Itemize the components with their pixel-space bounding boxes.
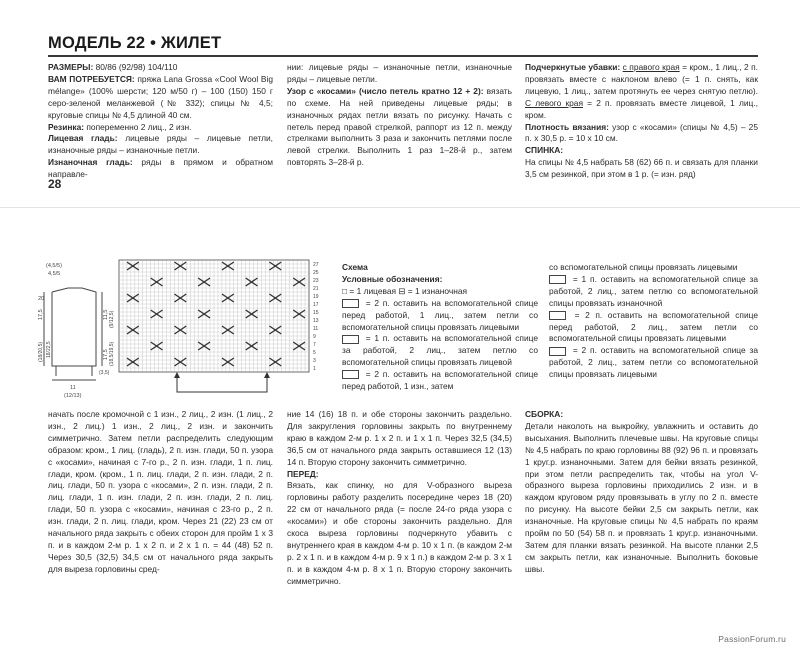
repeat-bracket: [177, 378, 267, 392]
repeat-arrow-right: [174, 372, 180, 378]
knit-symbol: □: [342, 285, 348, 296]
chart-row-number: 25: [313, 270, 319, 276]
schematic-left-b: 17,5: [38, 309, 44, 320]
bottom-column-1: [48, 409, 273, 576]
cable-pattern-label: Узор с «косами» (число петель кратно 12 + 2):: [287, 85, 484, 96]
cable-symbol-1-icon: [342, 299, 359, 308]
watermark: PassionForum.ru: [718, 634, 786, 644]
cable-3-text-continued: со вспомогательной спицы провязать лицевыми: [549, 262, 738, 272]
top-column-3: [525, 62, 758, 181]
chart-row-number: 17: [313, 302, 319, 308]
back-instructions: начать после кромочной с 1 изн., 2 лиц., 2 изн. (1 лиц., 2 изн., 2 лиц.) 1 изн., 2 лиц., 2 изн. и закончить симметрично. Затем петли распределить следующим образом: кром., 1 лиц. (гладь), 2 п. изн. глади, 50 п. узора с «косами», начиная с 7-го р., 2 п. изн. глади, 1 п. лиц. глади, кром. (кром., 1 п. лиц. глади, 2 п. изн. глади, 2 п. лиц. глади, 50 п. узора с «косами», 2 п. изн. глади, 2 п. лиц. глади, 1 п. изн. глади, 2 п. изн. глади, 2 п. лиц. глади, 50 п. узора с «косами», начиная с 23-го р., 2 п. изн. глади, 2 п. лиц. глади, кром. Через 21 (22) 23 см от начального ряда закрыть с обеих сторон для пройм 1 х 3 п. и в каждом 2-м р. 1 х 2 п. и 2 х 1 п. = 44 (48) 52 п. Через 30,5 (32,5) 34,5 см от начального ряда закрыть для выреза горловины сред-: [48, 409, 273, 574]
page-separator: [0, 207, 800, 208]
cable-pattern-value: вязать по схеме. На ней приведены лицевые ряды; в изнаночных рядах петли вязать по рисунку. Начать с петель перед правой стрелкой, раппорт из 12 п. между стрелками выполнить 3 раза и закончить петлями после левой стрелки. Выполнить 1 раз 1–28-й р., затем повторять 3–28-й р.: [287, 85, 513, 168]
reverse-stockinette-label: Изнаночная гладь:: [48, 157, 133, 168]
schematic-side: (3,5): [99, 370, 110, 376]
schematic-right-b: (9/12,5): [109, 310, 115, 328]
left-edge-label: С левого края: [525, 97, 583, 108]
back-text: На спицы № 4,5 набрать 58 (62) 66 п. и связать для планки 3,5 см резинкой, при этом в 1 р. (= изн. ряд): [525, 157, 758, 180]
garment-schematic: [30, 258, 115, 403]
chart-row-number: 9: [313, 334, 316, 340]
top-column-1: [48, 62, 273, 181]
knit-text: = 1 лицевая: [347, 285, 399, 296]
cable-symbol-2-icon: [342, 335, 359, 344]
schematic-top-a: (4,5/5): [46, 263, 62, 269]
cable-3-text: = 2 п. оставить на вспомогательной спице перед работой, 1 изн., затем: [342, 369, 538, 392]
chart-legend-continued: [549, 262, 758, 381]
chart-row-number: 19: [313, 294, 319, 300]
decreases-label: Подчеркнутые убавки:: [525, 62, 621, 72]
sizes-label: РАЗМЕРЫ:: [48, 62, 94, 72]
repeat-arrow-left: [264, 372, 270, 378]
schematic-bottom-b: (12/13): [64, 393, 82, 399]
cable-2-text: = 1 п. оставить на вспомогательной спице за работой, 2 лиц., затем петлю со вспомогательной спицы провязать лицевой: [342, 333, 538, 368]
cable-symbol-3-icon: [342, 370, 359, 379]
back-heading: СПИНКА:: [525, 145, 564, 156]
legend-subtitle: Условные обозначения:: [342, 273, 443, 284]
chart-row-number: 5: [313, 350, 316, 356]
cable-symbol-5-icon: [549, 311, 566, 320]
assembly-instructions: Детали наколоть на выкройку, увлажнить и оставить до высыхания. Выполнить плечевые швы. На круговые спицы № 4,5 набрать по краю горловины 88 (92) 96 п. и провязать 1 круг.р. изнаночными. Затем для бейки вязать резинкой, при этом петли распределить так, чтобы на угол V-образного выреза горловины приходились 2 изн. и в каждом круговом ряду провязывать в углу по 2 п. вместе по рисунку. На высоте бейки 2,5 см закрыть петли, как изнаночные. На круговые спицы № 4,5 набрать по краям пройм по 50 (54) 58 п. и провязать 1 круг.р. изнаночными. Затем для планки вязать резинкой. На высоте планки 2,5 см закрыть петли, как изнаночные. Выполнить боковые швы.: [525, 420, 758, 574]
bottom-column-2: [287, 409, 512, 588]
chart-row-number: 1: [313, 366, 316, 372]
chart-row-number: 15: [313, 310, 319, 316]
purl-text: = 1 изнаночная: [405, 285, 468, 296]
chart-row-number: 11: [313, 326, 319, 332]
schematic-left-c: (18/20,5): [38, 341, 44, 362]
sizes-value: 80/86 (92/98) 104/110: [93, 62, 178, 72]
cable-1-text: = 2 п. оставить на вспомогательной спице перед работой, 1 лиц., затем петли со вспомогательной спицы провязать лицевыми: [342, 297, 538, 332]
right-edge-label: с правого края: [622, 62, 680, 72]
cable-6-text: = 2 п. оставить на вспомогательной спице за работой, 2 лиц., затем петли со вспомогательной спицы провязать лицевыми: [549, 345, 758, 380]
left-edge-value: = 2 п. провязать вместе лицевой, 1 лиц., кром.: [525, 97, 758, 120]
page-number: 28: [48, 177, 62, 191]
schematic-outline: [52, 288, 96, 366]
reverse-stockinette-continued: нии: лицевые ряды – изнаночные петли, изнаночные ряды – лицевые петли.: [287, 62, 512, 84]
stockinette-label: Лицевая гладь:: [48, 133, 118, 144]
chart-row-number: 3: [313, 358, 316, 364]
chart-row-number: 13: [313, 318, 319, 324]
materials-label: ВАМ ПОТРЕБУЕТСЯ:: [48, 73, 135, 84]
schematic-top-b: 4,5/5: [48, 271, 61, 277]
knitting-chart: [117, 258, 333, 400]
chart-row-number: 27: [313, 262, 319, 268]
schematic-left-d: 18/22,5: [46, 341, 52, 358]
chart-row-number: 21: [313, 286, 319, 292]
right-edge-value: = кром., 1 лиц., 2 п. провязать вместе с наклоном влево (= 1 п. снять, как лицевую, 1 лиц., затем протянуть ее через снятую петлю).: [525, 62, 758, 96]
reverse-stockinette-value: ряды в прямом и обратном направле-: [48, 157, 273, 180]
assembly-heading: СБОРКА:: [525, 409, 564, 419]
schematic-right-d: (18,5/19,5): [109, 341, 115, 366]
title-rule: [48, 55, 758, 57]
top-column-2: [287, 62, 512, 169]
front-heading: ПЕРЕД:: [287, 468, 319, 479]
materials-value: пряжа Lana Grossa «Cool Wool Big mélange» (100% шерсти; 120 м/50 г) – 100 (150) 150 г серо-зеленой меланжевой (№ 332); спицы № 4,5; круговые спицы № 4,5 длиной 40 см.: [48, 73, 273, 120]
stockinette-value: лицевые ряды – лицевые петли, изнаночные ряды – изнаночные петли.: [48, 133, 273, 156]
gauge-value: узор с «косами» (спицы № 4,5) – 25 п. х 30,5 р. = 10 х 10 см.: [525, 121, 758, 144]
rib-value: попеременно 2 лиц., 2 изн.: [84, 121, 192, 132]
rib-label: Резинка:: [48, 121, 85, 132]
schematic-left-a: 20: [38, 296, 45, 302]
cable-symbol-4-icon: [549, 275, 566, 284]
purl-symbol: ⊟: [398, 285, 406, 296]
bottom-column-3: [525, 409, 758, 576]
chart-legend: [342, 262, 538, 393]
cable-4-text: = 1 п. оставить на вспомогательной спице за работой, 2 лиц., затем петлю со вспомогательной спицы провязать изнаночной: [549, 273, 758, 308]
cable-5-text: = 2 п. оставить на вспомогательной спице перед работой, 2 лиц., затем петли со вспомогательной спицы провязать лицевыми: [549, 309, 758, 344]
schematic-right-c: 17,5: [103, 349, 109, 360]
back-neckline-instructions: ние 14 (16) 18 п. и обе стороны закончить раздельно. Для закругления горловины закрыть по внутреннему краю в каждом 2-м р. 1 х 2 п. и 1 х 1 п. Через 32,5 (34,5) 36,5 см от начального ряда закрыть оставшиеся 12 (13) 14 п. Вторую сторону закончить симметрично.: [287, 409, 512, 467]
schematic-bottom-a: 11: [70, 385, 76, 391]
page-title: МОДЕЛЬ 22 • ЖИЛЕТ: [48, 34, 222, 52]
chart-row-number: 7: [313, 342, 316, 348]
gauge-label: Плотность вязания:: [525, 121, 609, 132]
chart-row-number: 23: [313, 278, 319, 284]
cable-symbol-6-icon: [549, 347, 566, 356]
schematic-right-a: 11,5: [103, 309, 109, 320]
front-instructions: Вязать, как спинку, но для V-образного выреза горловины работу разделить посередине через 18 (20) 22 см от начального ряда (= после 24-го ряда узора с «косами») и обе стороны закончить раздельно. Для скоса выреза горловины подчеркнуто убавить с внутреннего края в каждом 4-м р. 10 х 1 п. (в каждом 2-м р. 2 х 1 п. и в каждом 4-м р. 9 х 1 п.) в каждом 2-м р. 3 х 1 п. и в каждом 4-м р. 8 х 1 п. Вторую сторону закончить симметрично.: [287, 480, 512, 586]
legend-title: Схема: [342, 262, 368, 272]
